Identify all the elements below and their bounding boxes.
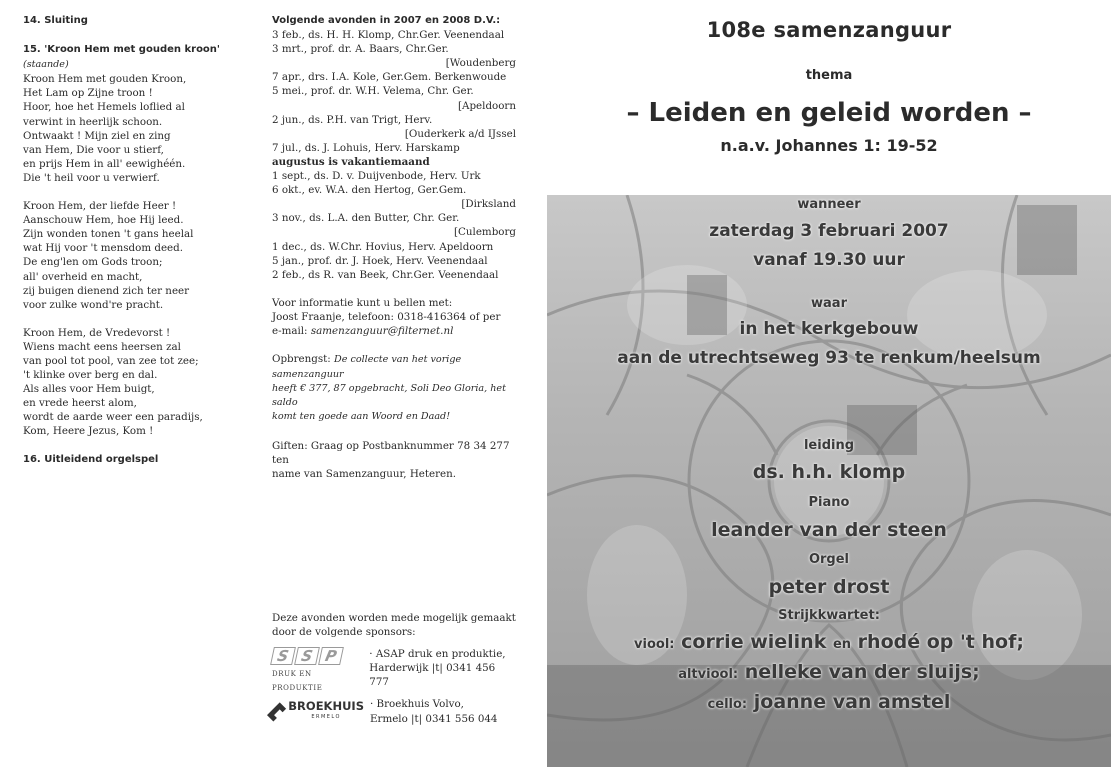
heading-hymn [23, 42, 253, 72]
schedule-item [272, 28, 516, 42]
ssp-logo-icon [272, 647, 363, 693]
venue: in het kerkgebouw [739, 319, 919, 339]
stanza-1 [23, 72, 253, 185]
ssp-letter: S [270, 647, 296, 665]
stanza-line: verwint in heerlijk schoon. [23, 115, 163, 128]
hymn-note: (staande) [23, 59, 69, 71]
flyer-title: 108e samenzanguur [706, 18, 952, 42]
viool-name-b: rhodé op 't hof; [857, 631, 1024, 653]
opbrengst-text: De collecte van het vorige samenzanguur [272, 354, 462, 381]
stanza-line: Aanschouw Hem, hoe Hij leed. [23, 214, 184, 227]
schedule-text: 1 dec., ds. W.Chr. Hovius, Herv. Apeldoorn [272, 240, 494, 253]
schedule-item [272, 169, 516, 183]
flyer-header [547, 0, 1111, 195]
thema-title: – Leiden en geleid worden – [626, 98, 1032, 128]
strijkkwartet-label: Strijkkwartet: [778, 608, 880, 623]
cello-label: cello: [707, 697, 748, 712]
viool-label: viool: [634, 637, 675, 652]
opbrengst-block [272, 352, 516, 424]
opbrengst-text: heeft € 377, 87 opgebracht, Soli Deo Gloria, het saldo [272, 383, 506, 409]
stanza-line: Hoor, hoe het Hemels loflied al [23, 101, 185, 114]
stanza-line: voor zulke wond're pracht. [23, 298, 164, 311]
broekhuis-logo-icon [272, 697, 364, 727]
schedule-text: 5 mei., prof. dr. W.H. Velema, Chr. Ger. [272, 85, 474, 98]
sponsor-name: · Broekhuis Volvo, [370, 698, 464, 711]
stanza-line: Kom, Heere Jezus, Kom ! [23, 425, 154, 438]
ssp-letter: S [294, 647, 320, 665]
stanza-line: wordt de aarde weer een paradijs, [23, 411, 203, 424]
stanza-line: en vrede heerst alom, [23, 397, 137, 410]
altviool-line [547, 661, 1111, 683]
sponsor-info [363, 647, 517, 689]
broekhuis-mark-icon [267, 703, 286, 722]
cello-line [547, 691, 1111, 713]
flyer-cover [547, 0, 1111, 767]
pianist-name: leander van der steen [711, 519, 947, 541]
stanza-line: Die 't heil voor u verwierf. [23, 171, 160, 184]
hymn-column [23, 14, 253, 467]
heading-orgelspel: 16. Uitleidend orgelspel [23, 453, 159, 465]
ssp-subtitle: DRUK EN PRODUKTIE [272, 670, 323, 693]
sponsor-broekhuis [272, 697, 517, 727]
stanza-line: Ontwaakt ! Mijn ziel en zing [23, 129, 171, 142]
altviool-name: nelleke van der sluijs; [744, 661, 980, 683]
viool-name-a: corrie wielink [681, 631, 827, 653]
schedule-place: [Culemborg [454, 226, 516, 239]
sponsors-intro: door de volgende sponsors: [272, 626, 416, 639]
schedule-text: 3 nov., ds. L.A. den Butter, Chr. Ger. [272, 212, 460, 225]
email-address[interactable]: samenzanguur@filternet.nl [310, 324, 454, 337]
opbrengst-text: komt ten goede aan Woord en Daad! [272, 411, 451, 423]
cello-name: joanne van amstel [753, 691, 951, 713]
stanza-2 [23, 199, 253, 312]
opbrengst-label: Opbrengst: [272, 353, 335, 366]
stanza-line: zij buigen dienend zich ter neer [23, 284, 190, 297]
broekhuis-name: BROEKHUIS [288, 699, 364, 714]
organist-name: peter drost [768, 576, 890, 598]
schedule-text: 3 mrt., prof. dr. A. Baars, Chr.Ger. [272, 43, 449, 56]
wanneer-label: wanneer [797, 197, 861, 212]
schedule-item [272, 268, 516, 282]
schedule-text: 2 jun., ds. P.H. van Trigt, Herv. [272, 113, 433, 126]
giften-text: name van Samenzanguur, Heteren. [272, 467, 457, 480]
schedule-item [272, 211, 516, 239]
stanza-line: Kroon Hem, de Vredevorst ! [23, 326, 171, 339]
stained-glass-photo [547, 195, 1111, 767]
stanza-line: Zijn wonden tonen 't gans heelal [23, 228, 194, 241]
schedule-item [272, 84, 516, 112]
sponsor-info [364, 697, 497, 725]
schedule-place: [Ouderkerk a/d IJssel [404, 127, 516, 140]
stanza-line: Kroon Hem, der liefde Heer ! [23, 200, 177, 213]
schedule-item [272, 183, 516, 211]
stanza-line: Als alles voor Hem buigt, [23, 383, 155, 396]
orgel-label: Orgel [808, 552, 850, 567]
schedule-place: [Dirksland [461, 198, 516, 211]
info-line: Voor informatie kunt u bellen met: [272, 296, 453, 309]
sponsor-contact: Harderwijk |t| 0341 456 777 [369, 662, 496, 689]
schedule-item [272, 113, 516, 141]
schedule-text: 7 apr., drs. I.A. Kole, Ger.Gem. Berkenwoude [272, 71, 507, 84]
stanza-line: wat Hij voor 't mensdom deed. [23, 242, 183, 255]
venue-address: aan de utrechtseweg 93 te renkum/heelsum [617, 348, 1041, 368]
viool-line [547, 631, 1111, 653]
event-time: vanaf 19.30 uur [753, 250, 905, 270]
schedule-item [272, 42, 516, 70]
schedule-place: [Apeldoorn [458, 99, 516, 112]
schedule-text: 3 feb., ds. H. H. Klomp, Chr.Ger. Veenendaal [272, 29, 505, 42]
piano-label: Piano [808, 495, 850, 510]
broekhuis-sub: ERMELO [311, 714, 341, 721]
sponsor-asap [272, 647, 517, 693]
heading-sluiting: 14. Sluiting [23, 15, 88, 26]
schedule-text: 2 feb., ds R. van Beek, Chr.Ger. Veenendaal [272, 268, 499, 281]
stanza-line: 't klinke over berg en dal. [23, 369, 158, 382]
giften-text: Giften: Graag op Postbanknummer 78 34 277 ten [272, 439, 510, 466]
stanza-line: Wiens macht eens heersen zal [23, 340, 181, 353]
leiding-label: leiding [803, 438, 855, 453]
thema-reference: n.a.v. Johannes 1: 19-52 [720, 136, 938, 155]
schedule-place: [Woudenberg [445, 57, 516, 70]
sponsors-block [272, 611, 517, 727]
altviool-label: altviool: [678, 667, 739, 682]
stanza-line: Het Lam op Zijne troon ! [23, 87, 153, 100]
schedule-text: 5 jan., prof. dr. J. Hoek, Herv. Veenendaal [272, 254, 488, 267]
schedule-text: 1 sept., ds. D. v. Duijvenbode, Herv. Urk [272, 170, 481, 183]
email-prefix: e-mail: [272, 324, 311, 337]
giften-block [272, 439, 516, 481]
stanza-line: Kroon Hem met gouden Kroon, [23, 73, 187, 86]
sponsor-name: · ASAP druk en produktie, [369, 648, 506, 661]
stanza-line: all' overheid en macht, [23, 270, 143, 283]
stanza-line: van Hem, Die voor u stierf, [23, 143, 164, 156]
schedule-item [272, 70, 516, 84]
waar-label: waar [811, 296, 847, 311]
ssp-letter: P [318, 647, 344, 665]
viool-en: en [832, 637, 852, 652]
leader-name: ds. h.h. klomp [752, 461, 906, 483]
sponsors-intro: Deze avonden worden mede mogelijk gemaakt [272, 612, 516, 624]
schedule-text: 7 jul., ds. J. Lohuis, Herv. Harskamp [272, 141, 460, 154]
thema-label: thema [805, 68, 853, 83]
info-line: Joost Fraanje, telefoon: 0318-416364 of per [272, 310, 501, 323]
schedule-heading: Volgende avonden in 2007 en 2008 D.V.: [272, 15, 501, 26]
schedule-column [272, 14, 516, 481]
event-date: zaterdag 3 februari 2007 [709, 221, 949, 241]
info-email-line [272, 324, 516, 338]
stanza-3 [23, 326, 253, 439]
schedule-text: 6 okt., ev. W.A. den Hertog, Ger.Gem. [272, 184, 467, 197]
info-block [272, 296, 516, 338]
schedule-item [272, 254, 516, 268]
broekhuis-wordmark [288, 701, 364, 723]
schedule-item [272, 240, 516, 254]
sponsor-contact: Ermelo |t| 0341 556 044 [370, 712, 498, 725]
stanza-line: en prijs Hem in all' eewighéén. [23, 157, 186, 170]
vacation-note: augustus is vakantiemaand [272, 155, 430, 168]
stanza-line: De eng'len om Gods troon; [23, 256, 163, 269]
stanza-line: van pool tot pool, van zee tot zee; [23, 354, 199, 367]
hymn-title: 15. 'Kroon Hem met gouden kroon' [23, 44, 220, 56]
schedule-item [272, 141, 516, 155]
